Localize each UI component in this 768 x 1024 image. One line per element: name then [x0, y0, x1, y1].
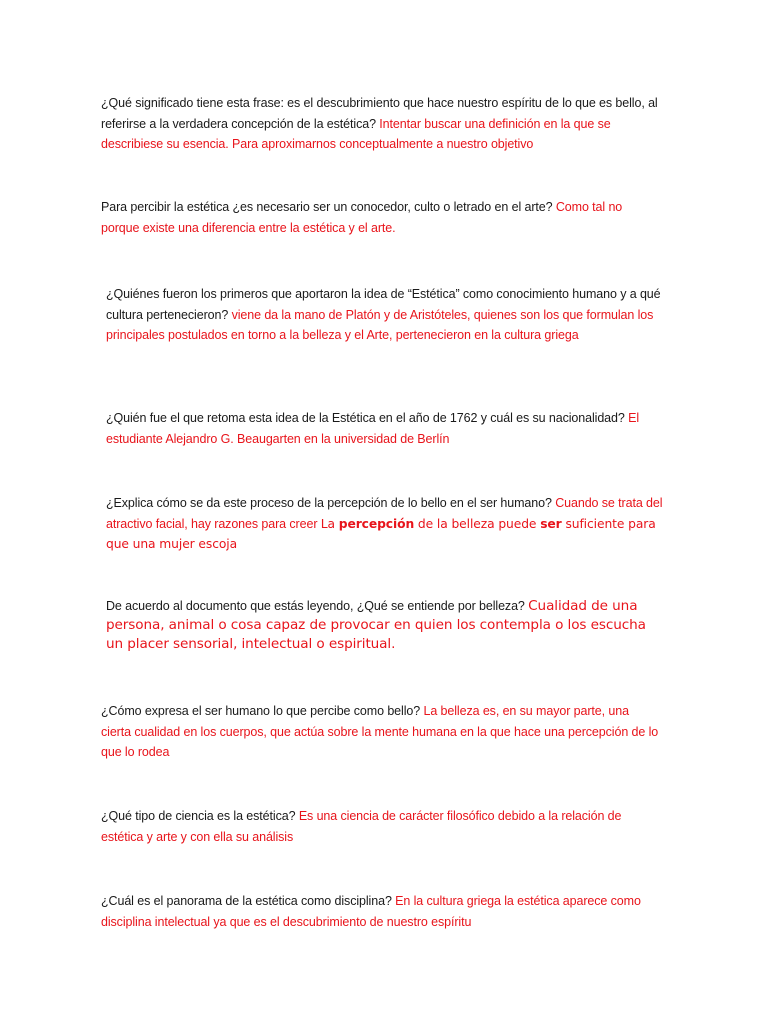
- answer-text-secondary: suficiente para que una mujer escoja: [106, 516, 656, 551]
- qa-block-3: [106, 284, 666, 346]
- question-text: ¿Cuál es el panorama de la estética como disciplina?: [101, 894, 396, 908]
- answer-emphasis: ser: [540, 516, 562, 531]
- question-text: Para percibir la estética ¿es necesario ser un conocedor, culto o letrado en el arte?: [101, 200, 556, 214]
- qa-block-6: [106, 597, 666, 654]
- question-text: ¿Quiénes fueron los primeros que aportaron la idea de “Estética” como conocimiento humano y a qué cultura pertenecieron?: [106, 287, 661, 322]
- qa-block-9: [101, 891, 661, 932]
- question-text: ¿Cómo expresa el ser humano lo que percibe como bello?: [101, 704, 424, 718]
- question-text: ¿Quién fue el que retoma esta idea de la Estética en el año de 1762 y cuál es su nacionalidad?: [106, 411, 629, 425]
- answer-text: En la cultura griega la estética aparece como disciplina intelectual ya que es el descubrimiento de nuestro espíritu: [101, 894, 641, 929]
- question-text: ¿Explica cómo se da este proceso de la percepción de lo bello en el ser humano?: [106, 496, 556, 510]
- question-text: ¿Qué significado tiene esta frase: es el descubrimiento que hace nuestro espíritu de lo que es bello, al referirse a la verdadera concepción de la estética?: [101, 96, 658, 131]
- answer-text: El estudiante Alejandro G. Beaugarten en la universidad de Berlín: [106, 411, 640, 446]
- answer-text: Es una ciencia de carácter filosófico debido a la relación de estética y arte y con ella su análisis: [101, 809, 622, 844]
- question-text: De acuerdo al documento que estás leyendo, ¿Qué se entiende por belleza?: [106, 599, 529, 613]
- qa-block-7: [101, 701, 661, 763]
- answer-text: Cuando se trata del atractivo facial, hay razones para creer: [106, 496, 663, 531]
- answer-emphasis: percepción: [338, 516, 415, 531]
- answer-text: La belleza es, en su mayor parte, una cierta cualidad en los cuerpos, que actúa sobre la mente humana en la que hace una percepción de lo que lo rodea: [101, 704, 659, 759]
- qa-block-1: [101, 93, 676, 155]
- qa-block-2: [101, 197, 661, 238]
- question-text: ¿Qué tipo de ciencia es la estética?: [101, 809, 299, 823]
- answer-text-secondary: La: [320, 516, 339, 531]
- answer-text: Cualidad de una persona, animal o cosa capaz de provocar en quien los contempla o los escucha un placer sensorial, intelectual o espiritual.: [106, 598, 646, 652]
- qa-block-5: [106, 493, 666, 555]
- answer-text: viene da la mano de Platón y de Aristóteles, quienes son los que formulan los principales postulados en torno a la belleza y el Arte, pertenecieron en la cultura griega: [106, 307, 654, 342]
- answer-text: Intentar buscar una definición en la que se describiese su esencia. Para aproximarnos conceptualmente a nuestro objetivo: [101, 116, 611, 151]
- answer-text-secondary: de la belleza puede: [414, 516, 541, 531]
- answer-text: Como tal no porque existe una diferencia entre la estética y el arte.: [101, 200, 623, 235]
- qa-block-4: [106, 408, 666, 449]
- qa-block-8: [101, 806, 661, 847]
